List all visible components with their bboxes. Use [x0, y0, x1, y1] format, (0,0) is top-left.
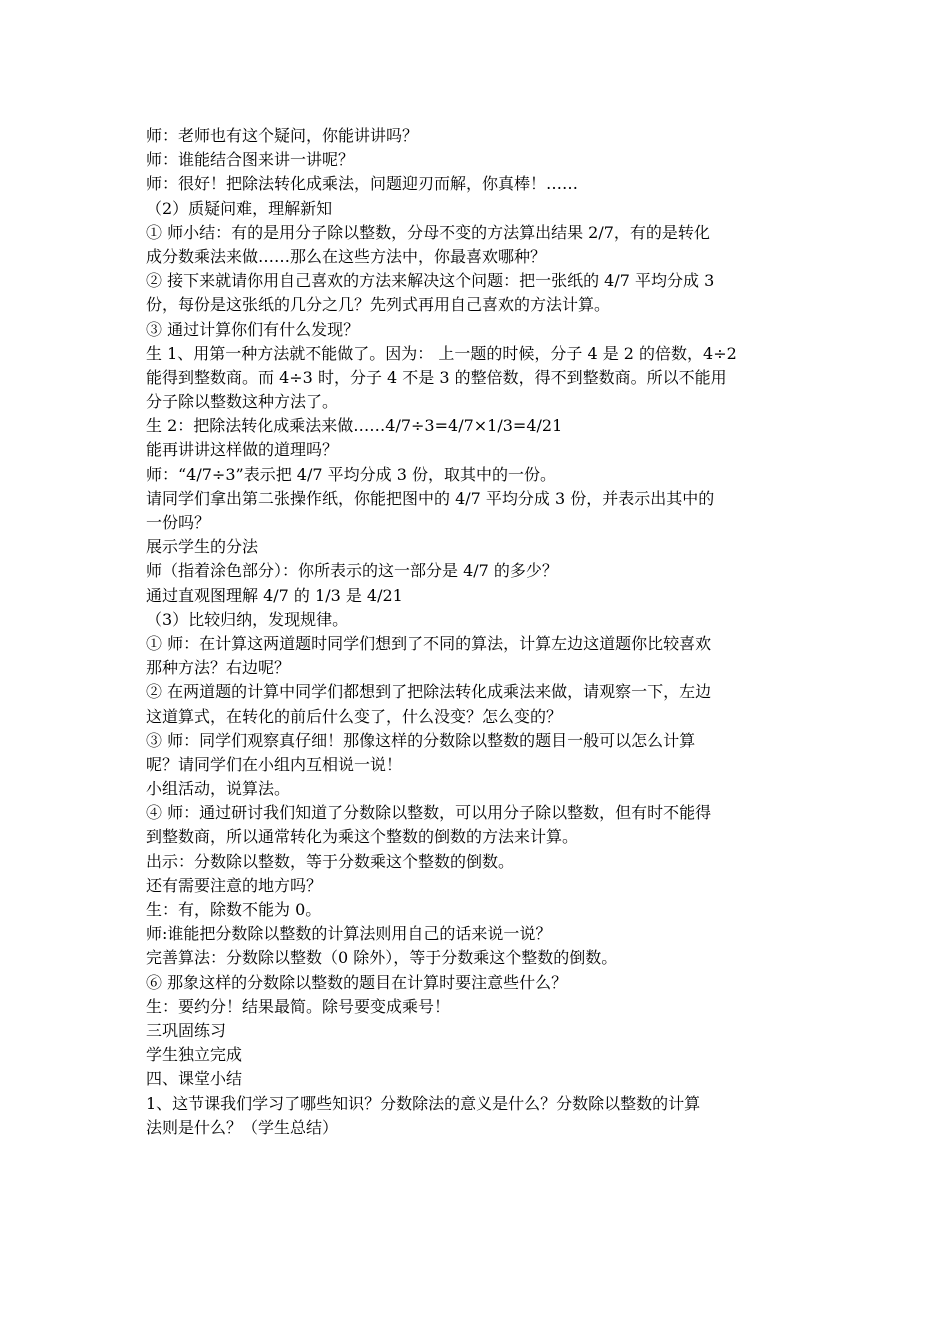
- section-heading: 三巩固练习: [146, 1020, 227, 1040]
- text-line: ④ 师：通过研讨我们知道了分数除以整数，可以用分子除以整数，但有时不能得: [146, 803, 712, 823]
- text-line: 份，每份是这张纸的几分之几？先列式再用自己喜欢的方法计算。: [146, 295, 611, 315]
- text-line: 呢？请同学们在小组内互相说一说！: [146, 754, 403, 774]
- text-line: 通过直观图理解 4/7 的 1/3 是 4/21: [146, 585, 403, 605]
- text-line: 一份吗？: [146, 513, 211, 532]
- text-line: 生：有，除数不能为 0。: [146, 900, 322, 919]
- text-line: 能得到整数商。而 4÷3 时，分子 4 不是 3 的整倍数，得不到整数商。所以不能用: [146, 367, 727, 387]
- text-line: 能再讲讲这样做的道理吗？: [146, 440, 339, 460]
- text-line: 成分数乘法来做……那么在这些方法中，你最喜欢哪种？: [146, 246, 547, 266]
- text-line: 这道算式，在转化的前后什么变了，什么没变？怎么变的？: [146, 706, 563, 726]
- text-line: 师:谁能把分数除以整数的计算法则用自己的话来说一说？: [146, 924, 552, 944]
- text-line: 师：“4/7÷3”表示把 4/7 平均分成 3 份，取其中的一份。: [146, 464, 556, 484]
- text-line: 师：老师也有这个疑问，你能讲讲吗？: [146, 126, 419, 145]
- text-line: 学生独立完成: [146, 1045, 243, 1065]
- text-line: 还有需要注意的地方吗？: [146, 875, 323, 895]
- section-heading: （2）质疑问难，理解新知: [146, 198, 333, 218]
- section-heading: （3）比较归纳，发现规律。: [146, 609, 349, 629]
- text-line: 那种方法？右边呢？: [146, 658, 291, 678]
- text-line: 展示学生的分法: [146, 537, 259, 557]
- text-line: 生：要约分！结果最简。除号要变成乘号！: [146, 996, 451, 1016]
- text-line: ② 在两道题的计算中同学们都想到了把除法转化成乘法来做，请观察一下，左边: [146, 682, 712, 702]
- section-heading: 四、课堂小结: [146, 1069, 243, 1089]
- text-line: ① 师小结：有的是用分子除以整数，分母不变的方法算出结果 2/7，有的是转化: [146, 222, 710, 242]
- text-line: 出示：分数除以整数，等于分数乘这个整数的倒数。: [146, 851, 515, 871]
- text-line: ⑥ 那象这样的分数除以整数的题目在计算时要注意些什么？: [146, 972, 568, 992]
- text-line: ② 接下来就请你用自己喜欢的方法来解决这个问题：把一张纸的 4/7 平均分成 3: [146, 271, 715, 291]
- document-body: [146, 124, 810, 1140]
- text-line: 法则是什么？（学生总结）: [146, 1117, 339, 1137]
- text-line: 师（指着涂色部分）：你所表示的这一部分是 4/7 的多少？: [146, 561, 558, 581]
- text-line: 小组活动，说算法。: [146, 779, 291, 799]
- text-line: 分子除以整数这种方法了。: [146, 392, 339, 412]
- text-line: 师：谁能结合图来讲一讲呢？: [146, 150, 355, 170]
- text-line: 生 2：把除法转化成乘法来做……4/7÷3=4/7×1/3=4/21: [146, 416, 563, 436]
- text-line: ③ 通过计算你们有什么发现？: [146, 319, 360, 339]
- text-line: ① 师：在计算这两道题时同学们想到了不同的算法，计算左边这道题你比较喜欢: [146, 633, 712, 653]
- text-line: 到整数商，所以通常转化为乘这个整数的倒数的方法来计算。: [146, 827, 579, 847]
- text-line: 师：很好！把除法转化成乘法，问题迎刃而解，你真棒！……: [146, 174, 579, 194]
- text-line: 请同学们拿出第二张操作纸，你能把图中的 4/7 平均分成 3 份，并表示出其中的: [146, 488, 715, 508]
- text-line: ③ 师：同学们观察真仔细！那像这样的分数除以整数的题目一般可以怎么计算: [146, 730, 696, 750]
- text-line: 1、这节课我们学习了哪些知识？分数除法的意义是什么？分数除以整数的计算: [146, 1093, 701, 1113]
- text-line: 生 1、用第一种方法就不能做了。因为： 上一题的时候，分子 4 是 2 的倍数，4÷2: [146, 343, 737, 363]
- text-line: 完善算法：分数除以整数（0 除外），等于分数乘这个整数的倒数。: [146, 948, 618, 968]
